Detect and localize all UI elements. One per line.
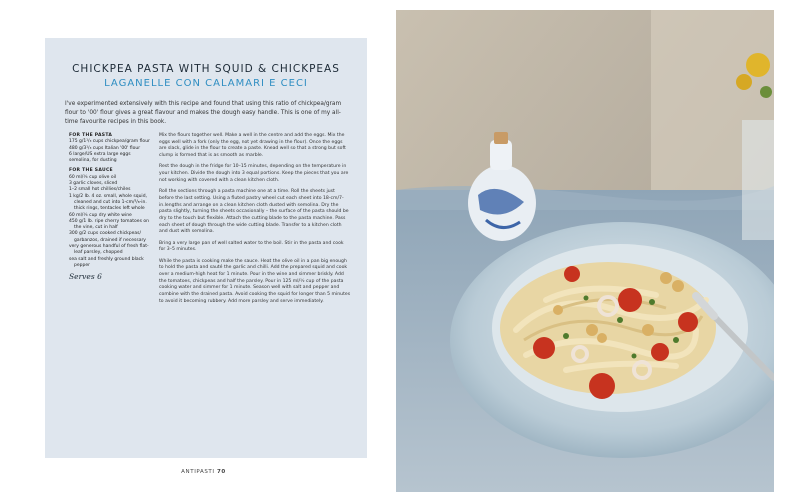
- ingredient-item: 60 ml/¼ cup dry white wine: [69, 212, 132, 218]
- footer-section: ANTIPASTI: [181, 469, 215, 475]
- ingredient-item: very generous handful of fresh flat-leaf parsley, chopped: [69, 244, 149, 256]
- page-footer: [14, 469, 393, 475]
- pasta-heading: FOR THE PASTA: [69, 133, 113, 138]
- serves-note: Serves 6: [69, 272, 102, 282]
- ingredient-item: 175 g/1¹/₃ cups chickpea/gram flour: [69, 139, 150, 145]
- recipe-panel: [45, 38, 367, 458]
- recipe-intro: I've experimented extensively with this recipe and found that using this ratio of chickpea/gram flour to '00' flour gives a great flavour and makes the dough easy handle. This is one of my all-time favourite recipes in this book.: [65, 101, 342, 125]
- ingredient-item: 3 garlic cloves, sliced: [69, 181, 118, 187]
- ingredient-item: 60 ml/¼ cup olive oil: [69, 174, 117, 180]
- method-paragraph: Bring a very large pan of well salted water to the boil. Stir in the pasta and cook for 3–5 minutes.: [159, 240, 344, 253]
- ingredient-item: 6 large/US extra large eggs: [69, 151, 131, 157]
- food-photo: [396, 10, 774, 492]
- ingredient-item: semolina, for dusting: [69, 158, 117, 164]
- method-paragraph: Mix the flours together well. Make a well in the centre and add the eggs. Mix the eggs well with a fork (only the egg, not yet drawing in the flour). Once the eggs are slack, glide in the flour to create a paste. Knead well so that a strong but soft clump is formed that is as smooth as marble.: [159, 133, 346, 159]
- ingredient-item: 450 g/1 lb. ripe cherry tomatoes on the vine, cut in half: [69, 218, 149, 231]
- recipe-title: CHICKPEA PASTA WITH SQUID & CHICKPEAS: [72, 63, 340, 75]
- ingredient-item: 480 g/3¹/₃ cups Italian '00' flour: [69, 145, 141, 151]
- ingredient-item: sea salt and freshly ground black pepper: [69, 256, 144, 268]
- method-paragraph: While the pasta is cooking make the sauce. Heat the olive oil in a pan big enough to hold the pasta and sauté the garlic and chilli. Add the prepared squid and cook over a medium-high heat for 1 minute. Pour in the wine and simmer briskly. Add the tomatoes, chickpeas and half the parsley. Pour in 125 ml/½ cup of the pasta cooking water and simmer for 1 minute. Season well with salt and pepper and combine with the drained pasta. Avoid cooking the squid for longer than 5 minutes to avoid it becoming rubbery. Add more parsley and serve immediately.: [159, 258, 351, 304]
- ingredient-item: 300 g/2 cups cooked chickpeas/ garbanzos, drained if necessary: [69, 231, 146, 243]
- method-paragraph: Roll the sections through a pasta machine one at a time. Roll the sheets just before the last setting. Using a fluted pastry wheel cut each sheet into 18-cm/7-in.lengths and arrange on a clean kitchen cloth dusted with semolina. Dry the pasta slightly, turning the sheets occasionally – the surface of the pasta should be dry to the touch but flexible. Attach the cutting blade to the pasta machine. Pass each sheet of dough through the wide cutting blade. Transfer to a kitchen cloth and dust with semolina.: [159, 189, 349, 235]
- recipe-subtitle: LAGANELLE CON CALAMARI E CECI: [104, 78, 308, 89]
- page-number: 70: [216, 469, 226, 475]
- sauce-heading: FOR THE SAUCE: [69, 168, 113, 174]
- recipe-page: [14, 10, 393, 492]
- method-paragraph: Rest the dough in the fridge for 10–15 minutes, depending on the temperature in your kitchen. Divide the dough into 3 equal portions. Keep the pieces that you are not working with covered with a clean kitchen cloth.: [159, 164, 349, 183]
- pasta-dish-illustration: [396, 10, 774, 492]
- ingredient-item: 1 kg/2 lb. 4 oz. small, whole squid, cleaned and cut into 1-cm/³/₈-in. thick rings, tentacles left whole: [69, 193, 147, 212]
- ingredient-item: 1–2 small hot chillies/chiles: [69, 187, 131, 193]
- ingredients-list: [69, 133, 153, 281]
- method-text: [159, 133, 351, 310]
